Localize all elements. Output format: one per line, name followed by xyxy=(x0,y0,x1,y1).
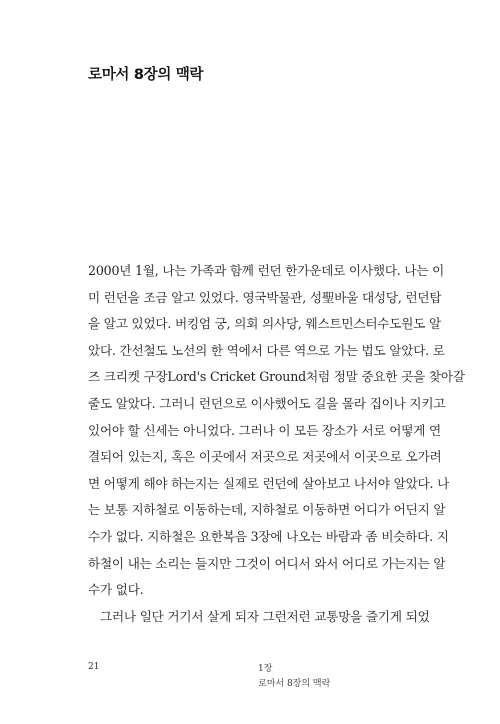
page-number: 21 xyxy=(88,662,100,672)
chapter-heading: 로마서 8장의 맥락 xyxy=(88,67,204,83)
paragraph-line: 수가 없다. xyxy=(88,582,144,598)
paragraph-line: 줄도 알았다. 그러니 런던으로 이사했어도 길을 몰라 집이나 지키고 xyxy=(88,395,446,411)
paragraph-line: 을 알고 있었다. 버킹엄 궁, 의회 의사당, 웨스트민스터수도원도 알 xyxy=(88,316,441,332)
paragraph-line: 있어야 할 신세는 아니었다. 그러나 이 모든 장소가 서로 어떻게 연 xyxy=(88,422,441,438)
next-paragraph-line: 그러나 일단 거기서 살게 되자 그런저런 교통망을 즐기게 되었 xyxy=(100,608,430,624)
body-text xyxy=(88,258,465,630)
paragraph-line: 미 런던을 조금 알고 있었다. 영국박물관, 성聖바울 대성당, 런던탑 xyxy=(88,289,442,305)
paragraph-line: 았다. 간선철도 노선의 한 역에서 다른 역으로 가는 법도 알았다. 로 xyxy=(88,342,445,358)
paragraph-line: 즈 크리켓 구장Lord's Cricket Ground처럼 정말 중요한 곳을 찾아갈 xyxy=(88,369,465,385)
paragraph-line: 는 보통 지하철로 이동하는데, 지하철로 이동하면 어디가 어딘지 알 xyxy=(88,502,446,518)
running-head-chapter-label: 1장 xyxy=(258,664,273,674)
running-head xyxy=(258,662,330,692)
paragraph-line: 결되어 있는지, 혹은 이곳에서 저곳으로 저곳에서 이곳으로 오가려 xyxy=(88,449,442,465)
running-head-chapter-title: 로마서 8장의 맥락 xyxy=(258,679,331,689)
paragraph-line: 2000년 1월, 나는 가족과 함께 런던 한가운데로 이사했다. 나는 이 xyxy=(88,263,445,278)
paragraph-line: 면 어떻게 해야 하는지는 실제로 런던에 살아보고 나서야 알았다. 나 xyxy=(88,475,450,491)
paragraph-line: 하철이 내는 소리는 들지만 그것이 어디서 와서 어디로 가는지는 알 xyxy=(88,555,446,571)
paragraph-line: 수가 없다. 지하철은 요한복음 3장에 나오는 바람과 좀 비슷하다. 지 xyxy=(88,528,449,544)
